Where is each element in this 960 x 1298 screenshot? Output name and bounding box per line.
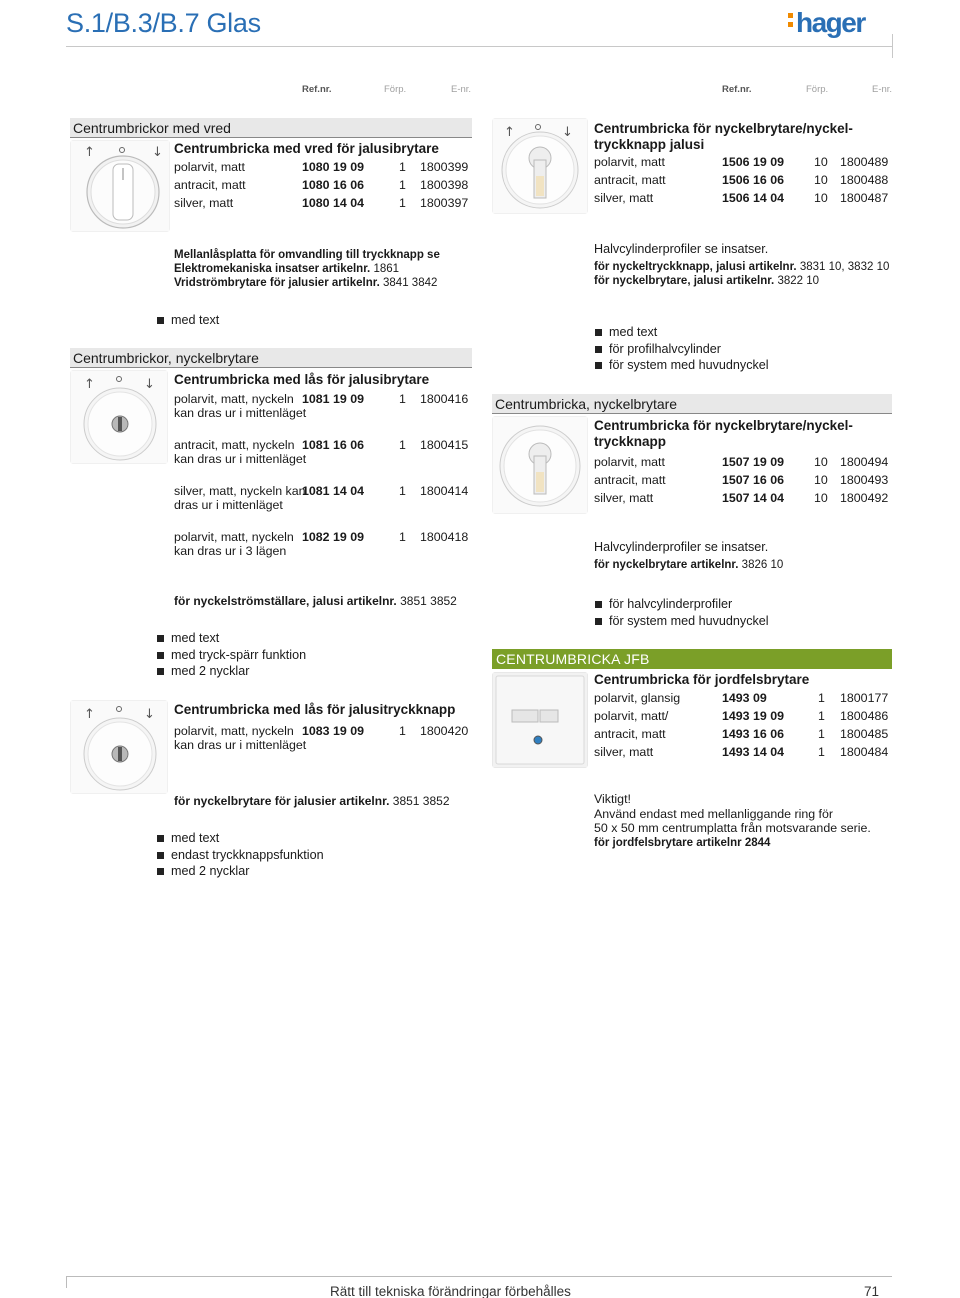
title-line: Centrumbricka för nyckelbrytare/nyckel- — [594, 418, 853, 433]
row-ref: 1493 14 04 — [722, 745, 785, 759]
row-enr: 1800492 — [840, 491, 889, 505]
row-enr: 1800399 — [420, 160, 469, 174]
note-number: 1861 — [373, 263, 400, 275]
table-row — [594, 489, 894, 507]
bullet-list-vred — [156, 312, 219, 329]
header-tick — [892, 34, 893, 58]
section-bar-1507: Centrumbricka, nyckelbrytare — [492, 394, 892, 414]
row-forp: 1 — [399, 160, 406, 174]
row-desc: silver, matt — [174, 196, 234, 210]
row-forp: 10 — [814, 491, 828, 505]
row-ref: 1081 16 06 — [302, 438, 365, 452]
svg-text:↓: ↓ — [144, 377, 155, 392]
row-forp: 10 — [814, 155, 828, 169]
bullet-item: för profilhalvcylinder — [594, 341, 769, 358]
row-enr: 1800415 — [420, 438, 469, 452]
table-row — [174, 438, 474, 468]
table-row — [174, 530, 474, 560]
product-title-1507 — [594, 418, 853, 450]
row-enr: 1800487 — [840, 191, 889, 205]
hager-logo — [786, 4, 880, 44]
row-forp: 10 — [814, 191, 828, 205]
row-forp: 1 — [399, 438, 406, 452]
table-row — [174, 176, 474, 194]
note-number: 3822 10 — [777, 275, 820, 287]
row-forp: 1 — [399, 484, 406, 498]
bullet-item: för system med huvudnyckel — [594, 357, 769, 374]
row-ref: 1507 16 06 — [722, 473, 785, 487]
product-image-1081 — [70, 370, 168, 464]
row-ref: 1507 14 04 — [722, 491, 785, 505]
row-enr: 1800418 — [420, 530, 469, 544]
row-desc: polarvit, matt — [594, 155, 665, 169]
row-desc: silver, matt, nyckeln kan dras ur i mittenläget — [174, 484, 306, 512]
row-forp: 1 — [399, 724, 406, 738]
note-1506 — [594, 260, 889, 288]
note-1083 — [174, 794, 450, 808]
row-enr: 1800494 — [840, 455, 889, 469]
bullet-list-1507 — [594, 596, 769, 629]
section-bar-vred: Centrumbrickor med vred — [70, 118, 472, 138]
bullet-item: med 2 nycklar — [156, 863, 324, 880]
row-desc: antracit, matt — [174, 178, 246, 192]
svg-text:↑: ↑ — [84, 707, 95, 722]
page-number: 71 — [864, 1284, 880, 1298]
product-image-1506 — [492, 118, 588, 214]
title-line: tryckknapp — [594, 434, 667, 449]
note-text: för nyckelbrytare för jalusier artikelnr. — [174, 794, 390, 808]
row-desc: antracit, matt, nyckeln kan dras ur i mittenläget — [174, 438, 307, 466]
row-ref: 1506 16 06 — [722, 173, 785, 187]
col-header-enr-left: E-nr. — [451, 84, 472, 95]
row-enr: 1800488 — [840, 173, 889, 187]
bullet-item: för system med huvudnyckel — [594, 613, 769, 630]
note-1081 — [174, 594, 457, 608]
row-forp: 1 — [818, 727, 825, 741]
note-number: 3826 10 — [741, 559, 784, 571]
row-desc: antracit, matt — [594, 727, 666, 741]
table-row — [174, 724, 474, 754]
svg-text:↓: ↓ — [152, 145, 163, 160]
col-header-ref-left: Ref.nr. — [302, 84, 332, 95]
table-row — [594, 153, 894, 171]
col-header-enr-right: E-nr. — [872, 84, 893, 95]
table-row — [174, 392, 474, 422]
section-bar-nyckelbrytare: Centrumbrickor, nyckelbrytare — [70, 348, 472, 368]
row-enr: 1800420 — [420, 724, 469, 738]
row-forp: 1 — [818, 691, 825, 705]
row-enr: 1800397 — [420, 196, 469, 210]
table-vred — [174, 158, 474, 212]
row-forp: 1 — [399, 178, 406, 192]
row-ref: 1082 19 09 — [302, 530, 365, 544]
row-enr: 1800489 — [840, 155, 889, 169]
row-desc: silver, matt — [594, 745, 654, 759]
row-ref: 1493 19 09 — [722, 709, 785, 723]
note-text: för nyckelbrytare, jalusi artikelnr. — [594, 275, 775, 287]
note-line: Mellanlåsplatta för omvandling till tryckknapp se — [174, 249, 440, 261]
row-ref: 1081 14 04 — [302, 484, 365, 498]
row-enr: 1800177 — [840, 691, 889, 705]
note-text: för nyckeltryckknapp, jalusi artikelnr. — [594, 261, 797, 273]
row-desc: silver, matt — [594, 191, 654, 205]
bullet-item: med 2 nycklar — [156, 663, 306, 680]
product-image-1083 — [70, 700, 168, 794]
note-line: Använd endast med mellanliggande ring för — [594, 806, 834, 821]
row-forp: 1 — [399, 530, 406, 544]
row-desc: polarvit, matt/ — [594, 709, 669, 723]
product-image-1493 — [492, 672, 588, 768]
row-desc: polarvit, matt, nyckeln kan dras ur i mittenläget — [174, 724, 307, 752]
bullet-item: med text — [156, 312, 219, 329]
row-ref: 1493 16 06 — [722, 727, 785, 741]
note-line — [174, 262, 440, 276]
row-desc: polarvit, matt, nyckeln kan dras ur i mittenläget — [174, 392, 307, 420]
note-1507 — [594, 558, 783, 572]
note-number: 3841 3842 — [383, 277, 438, 289]
row-enr: 1800486 — [840, 709, 889, 723]
footer-rule — [66, 1276, 892, 1277]
row-ref: 1506 14 04 — [722, 191, 785, 205]
row-ref: 1080 14 04 — [302, 196, 365, 210]
note-plain-1507: Halvcylinderprofiler se insatser. — [594, 540, 769, 554]
row-enr: 1800398 — [420, 178, 469, 192]
footer-tick-left — [66, 1276, 67, 1288]
row-desc: polarvit, matt, nyckeln kan dras ur i 3 lägen — [174, 530, 294, 558]
row-desc: polarvit, matt — [174, 160, 245, 174]
svg-text:↓: ↓ — [562, 125, 573, 140]
note-line: 50 x 50 mm centrumplatta från motsvarande serie. — [594, 821, 871, 835]
row-enr: 1800493 — [840, 473, 889, 487]
table-row — [174, 158, 474, 176]
title-line: tryckknapp jalusi — [594, 137, 705, 152]
page-title: S.1/B.3/B.7 Glas — [66, 8, 261, 38]
row-ref: 1507 19 09 — [722, 455, 785, 469]
note-line — [594, 260, 889, 274]
svg-text:↑: ↑ — [84, 377, 95, 392]
product-title-1506 — [594, 121, 853, 153]
row-ref: 1081 19 09 — [302, 392, 365, 406]
row-forp: 1 — [399, 196, 406, 210]
bullet-item: med text — [156, 830, 324, 847]
bullet-list-1081 — [156, 630, 306, 680]
note-number: 3851 3852 — [400, 594, 457, 608]
row-desc: antracit, matt — [594, 473, 666, 487]
section-bar-jfb: CENTRUMBRICKA JFB — [492, 649, 892, 669]
table-row — [174, 484, 474, 514]
note-line: Viktigt! — [594, 792, 631, 806]
note-plain-1506: Halvcylinderprofiler se insatser. — [594, 242, 769, 256]
row-desc: silver, matt — [594, 491, 654, 505]
row-forp: 1 — [399, 392, 406, 406]
note-number: 3851 3852 — [392, 794, 450, 808]
bullet-item: med text — [594, 324, 769, 341]
header-rule — [66, 46, 892, 47]
row-forp: 10 — [814, 473, 828, 487]
note-text: för nyckelströmställare, jalusi artikelnr. — [174, 594, 397, 608]
row-desc: antracit, matt — [594, 173, 666, 187]
table-row — [174, 194, 474, 212]
svg-text:hager: hager — [796, 7, 865, 38]
table-row — [594, 189, 894, 207]
note-line — [174, 276, 440, 290]
col-header-forp-left: Förp. — [384, 84, 407, 95]
bullet-list-1083 — [156, 830, 324, 880]
product-title-vred: Centrumbricka med vred för jalusibrytare — [174, 141, 439, 156]
row-ref: 1080 16 06 — [302, 178, 365, 192]
table-row — [594, 743, 894, 761]
note-text: Vridströmbrytare för jalusier artikelnr. — [174, 277, 380, 289]
row-forp: 1 — [818, 745, 825, 759]
product-image-vred — [70, 140, 170, 232]
row-forp: 10 — [814, 455, 828, 469]
table-1506 — [594, 153, 894, 207]
table-row — [594, 707, 894, 725]
row-enr: 1800485 — [840, 727, 889, 741]
note-line — [594, 274, 889, 288]
svg-text:↑: ↑ — [504, 125, 515, 140]
row-desc: polarvit, matt — [594, 455, 665, 469]
note-vred — [174, 248, 440, 290]
row-enr: 1800484 — [840, 745, 889, 759]
note-1493 — [594, 792, 871, 850]
note-line: för jordfelsbrytare artikelnr 2844 — [594, 836, 771, 849]
table-1493 — [594, 689, 894, 761]
note-number: 3831 10, 3832 10 — [799, 261, 890, 273]
row-forp: 10 — [814, 173, 828, 187]
product-title-1493: Centrumbricka för jordfelsbrytare — [594, 672, 810, 687]
svg-text:↑: ↑ — [84, 145, 95, 160]
table-row — [594, 725, 894, 743]
row-enr: 1800414 — [420, 484, 469, 498]
table-row — [594, 471, 894, 489]
title-line: Centrumbricka för nyckelbrytare/nyckel- — [594, 121, 853, 136]
col-header-ref-right: Ref.nr. — [722, 84, 752, 95]
table-row — [594, 453, 894, 471]
svg-text:↓: ↓ — [144, 707, 155, 722]
note-text: för nyckelbrytare artikelnr. — [594, 559, 739, 571]
row-enr: 1800416 — [420, 392, 469, 406]
note-text: Elektromekaniska insatser artikelnr. — [174, 263, 371, 275]
col-header-forp-right: Förp. — [806, 84, 829, 95]
bullet-item: med text — [156, 630, 306, 647]
product-title-1081: Centrumbricka med lås för jalusibrytare — [174, 372, 430, 387]
bullet-item: för halvcylinderprofiler — [594, 596, 769, 613]
product-image-1507 — [492, 416, 588, 514]
row-forp: 1 — [818, 709, 825, 723]
row-ref: 1506 19 09 — [722, 155, 785, 169]
table-row — [594, 689, 894, 707]
table-row — [594, 171, 894, 189]
product-title-1083: Centrumbricka med lås för jalusitryckknapp — [174, 702, 456, 717]
footer-text: Rätt till tekniska förändringar förbehålles — [330, 1284, 571, 1298]
row-desc: polarvit, glansig — [594, 691, 681, 705]
row-ref: 1493 09 — [722, 691, 767, 705]
bullet-list-1506 — [594, 324, 769, 374]
table-1507 — [594, 453, 894, 507]
bullet-item: endast tryckknappsfunktion — [156, 847, 324, 864]
bullet-item: med tryck-spärr funktion — [156, 647, 306, 664]
row-ref: 1083 19 09 — [302, 724, 365, 738]
row-ref: 1080 19 09 — [302, 160, 365, 174]
